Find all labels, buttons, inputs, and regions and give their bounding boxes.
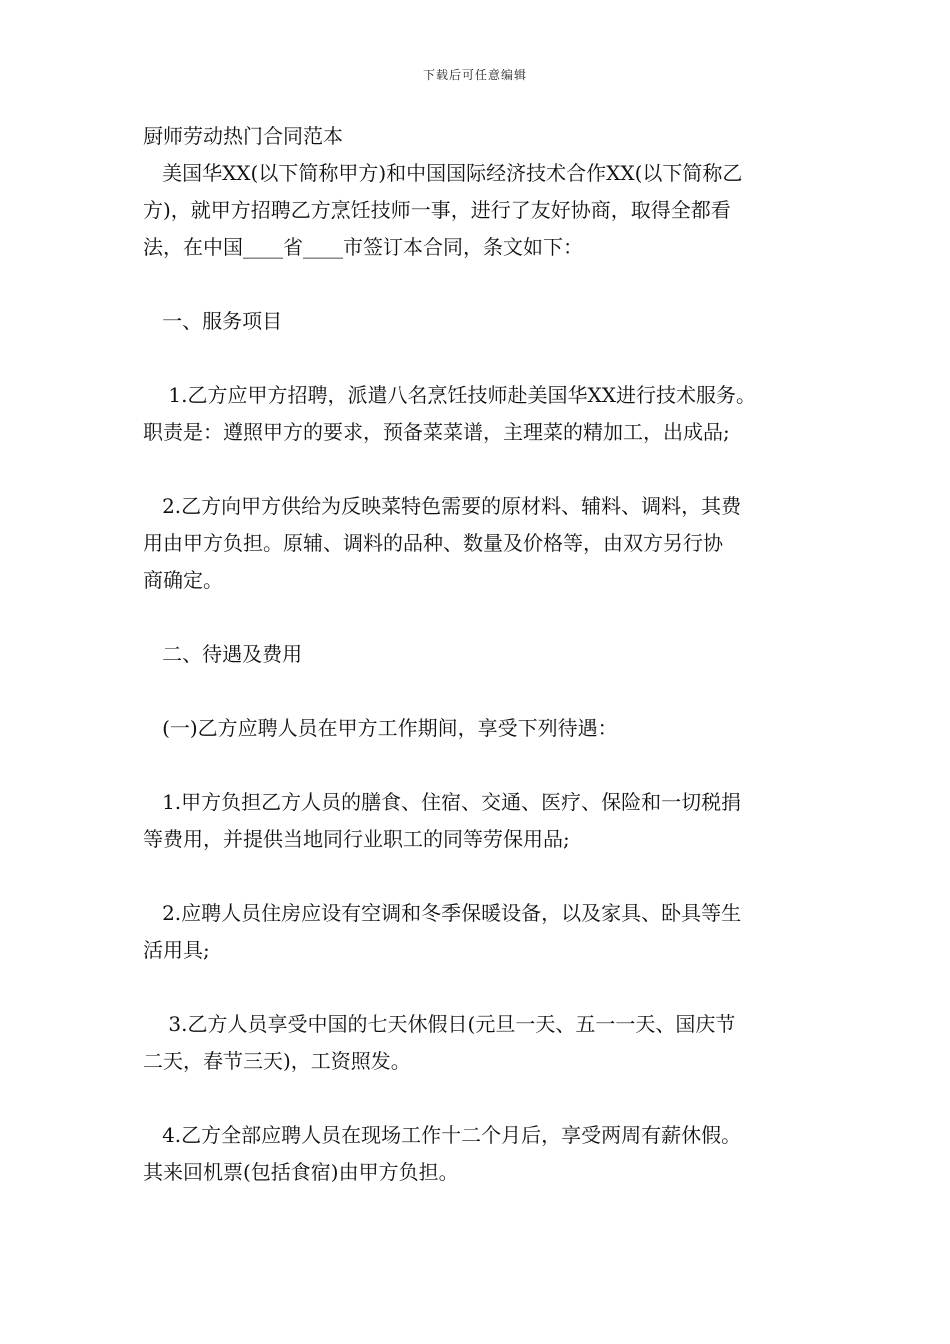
benefit-item-4 (143, 1117, 815, 1191)
section-heading-services: 一、服务项目 (143, 309, 283, 333)
intro-line: 法，在中国____省____市签订本合同，条文如下： (143, 235, 583, 259)
service-item-line: 2.乙方向甲方供给为反映菜特色需要的原材料、辅料、调料，其费 (143, 494, 742, 518)
paragraph-spacer (143, 747, 815, 784)
service-item-line: 职责是：遵照甲方的要求，预备菜菜谱，主理菜的精加工，出成品; (143, 420, 730, 444)
service-item-line: 1.乙方应甲方招聘，派遣八名烹饪技师赴美国华XX进行技术服务。 (143, 383, 756, 407)
benefit-item-2 (143, 895, 815, 969)
benefit-item-line: 4.乙方全部应聘人员在现场工作十二个月后，享受两周有薪休假。 (143, 1123, 742, 1147)
document-body (143, 118, 815, 1191)
service-item-line: 用由甲方负担。原辅、调料的品种、数量及价格等，由双方另行协 (143, 531, 723, 555)
benefit-item-line: 1.甲方负担乙方人员的膳食、住宿、交通、医疗、保险和一切税捐 (143, 790, 742, 814)
paragraph-spacer (143, 266, 815, 303)
subsection-heading: (一)乙方应聘人员在甲方工作期间，享受下列待遇： (143, 716, 618, 740)
paragraph-spacer (143, 340, 815, 377)
intro-paragraph (143, 155, 815, 266)
benefit-item-line: 2.应聘人员住房应设有空调和冬季保暖设备，以及家具、卧具等生 (143, 901, 742, 925)
benefit-item-line: 活用具; (143, 938, 210, 962)
paragraph-spacer (143, 969, 815, 1006)
benefit-item-line: 其来回机票(包括食宿)由甲方负担。 (143, 1160, 459, 1184)
benefit-item-line: 二天，春节三天)，工资照发。 (143, 1049, 411, 1073)
paragraph-spacer (143, 673, 815, 710)
document-title: 厨师劳动热门合同范本 (143, 124, 343, 148)
service-item-2 (143, 488, 815, 599)
service-item-1 (143, 377, 815, 451)
benefit-item-1 (143, 784, 815, 858)
paragraph-spacer (143, 1080, 815, 1117)
benefit-item-3 (143, 1006, 815, 1080)
paragraph-spacer (143, 858, 815, 895)
header-note: 下载后可任意编辑 (422, 68, 527, 82)
section-heading-benefits: 二、待遇及费用 (143, 642, 303, 666)
paragraph-spacer (143, 451, 815, 488)
benefit-item-line: 3.乙方人员享受中国的七天休假日(元旦一天、五一一天、国庆节 (143, 1012, 736, 1036)
intro-line: 美国华XX(以下简称甲方)和中国国际经济技术合作XX(以下简称乙 (143, 161, 743, 185)
benefit-item-line: 等费用，并提供当地同行业职工的同等劳保用品; (143, 827, 570, 851)
service-item-line: 商确定。 (143, 568, 223, 592)
paragraph-spacer (143, 599, 815, 636)
intro-line: 方)，就甲方招聘乙方烹饪技师一事，进行了友好协商，取得全都看 (143, 198, 731, 222)
